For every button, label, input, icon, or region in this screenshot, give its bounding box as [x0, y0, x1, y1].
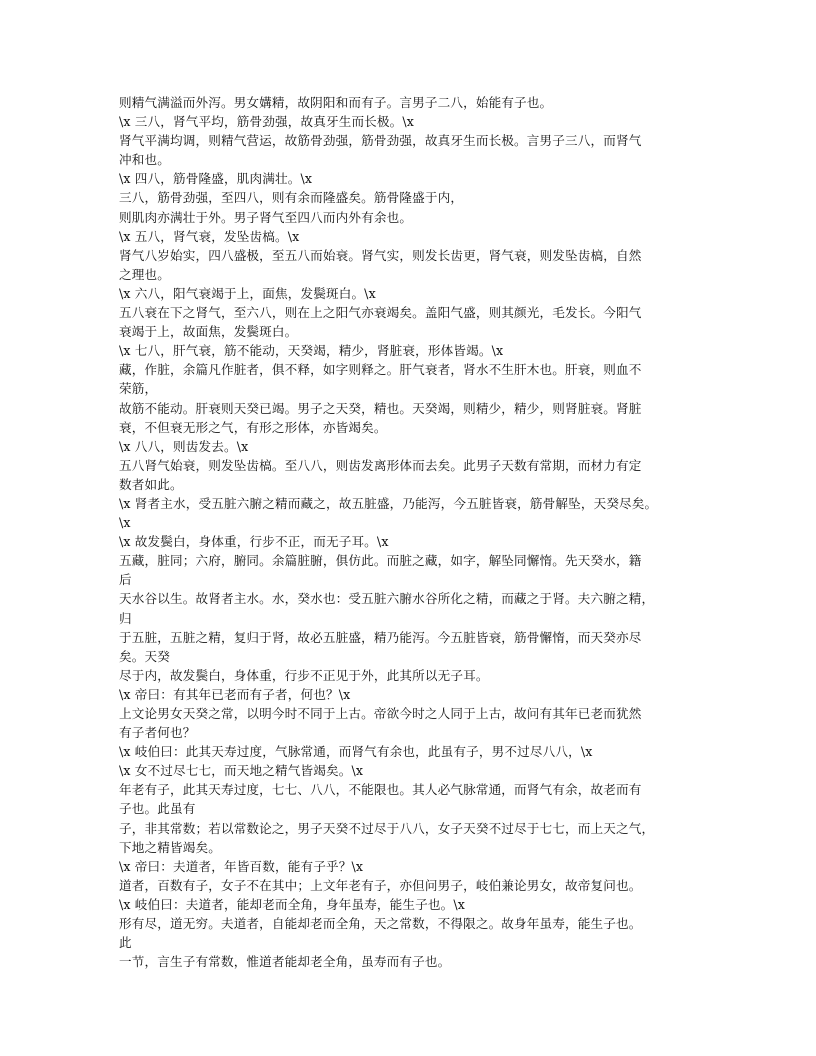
text-line: 五藏，脏同；六府，腑同。余篇脏腑，俱仿此。而脏之藏，如字，解坠同懈惰。先天癸水，籍 — [119, 553, 642, 569]
text-line: 有子者何也？ — [119, 725, 196, 741]
text-line: 藏，作脏，余篇凡作脏者，俱不释，如字则释之。肝气衰者，肾水不生肝木也。肝衰，则血不 — [119, 362, 642, 378]
text-line: \x 肾者主水，受五脏六腑之精而藏之，故五脏盛，乃能泻，今五脏皆衰，筋骨解坠，天癸尽矣。 — [119, 495, 658, 511]
text-line: 矣。天癸 — [119, 648, 170, 664]
text-line: 五八衰在下之肾气，至六八，则在上之阳气亦衰竭矣。盖阳气盛，则其颜光，毛发长。今阳气 — [119, 305, 642, 321]
text-line: 衰，不但衰无形之气，有形之形体，亦皆竭矣。 — [119, 419, 387, 435]
text-line: 冲和也。 — [119, 152, 170, 168]
text-line: \x 八八，则齿发去。\x — [119, 438, 249, 454]
text-line: 子也。此虽有 — [119, 801, 196, 817]
text-line: 五八肾气始衰，则发坠齿槁。至八八，则齿发离形体而去矣。此男子天数有常期，而材力有定 — [119, 457, 642, 473]
text-line: 之理也。 — [119, 266, 170, 282]
text-line: \x 四八，筋骨隆盛，肌肉满壮。\x — [119, 171, 313, 187]
text-line: 数者如此。 — [119, 476, 183, 492]
text-line: \x 三八，肾气平均，筋骨劲强，故真牙生而长极。\x — [119, 114, 415, 130]
text-line: 归 — [119, 610, 132, 626]
text-line: 一节，言生子有常数，惟道者能却老全角，虽寿而有子也。 — [119, 954, 451, 970]
text-line: 后 — [119, 572, 132, 588]
text-line: \x 六八，阳气衰竭于上，面焦，发鬓斑白。\x — [119, 285, 376, 301]
text-line: \x 岐伯曰：此其天寿过度，气脉常通，而肾气有余也，此虽有子，男不过尽八八，\x — [119, 744, 593, 760]
text-line: \x 岐伯曰：夫道者，能却老而全角，身年虽寿，能生子也。\x — [119, 896, 466, 912]
text-line: \x 女不过尽七七，而天地之精气皆竭矣。\x — [119, 763, 364, 779]
text-line: 子，非其常数；若以常数论之，男子天癸不过尽于八八，女子天癸不过尽于七七，而上天之气， — [119, 820, 655, 836]
text-line: \x 帝曰：夫道者，年皆百数，能有子乎？\x — [119, 858, 364, 874]
text-line: 天水谷以生。故肾者主水。水，癸水也：受五脏六腑水谷所化之精，而藏之于肾。夫六腑之精， — [119, 591, 655, 607]
text-line: 于五脏，五脏之精，复归于肾，故必五脏盛，精乃能泻。今五脏皆衰，筋骨懈惰，而天癸亦尽 — [119, 629, 642, 645]
text-line: 此 — [119, 935, 132, 951]
text-line: 形有尽，道无穷。夫道者，自能却老而全角，天之常数，不得限之。故身年虽寿，能生子也。 — [119, 916, 642, 932]
text-line: \x 故发鬓白，身体重，行步不正，而无子耳。\x — [119, 534, 389, 550]
text-line: 尽于内，故发鬓白，身体重，行步不正见于外，此其所以无子耳。 — [119, 667, 489, 683]
document-page — [119, 93, 699, 971]
text-line: \x 帝曰：有其年已老而有子者，何也？\x — [119, 686, 351, 702]
text-line: 道者，百数有子，女子不在其中；上文年老有子，亦但问男子，岐伯兼论男女，故帝复问也。 — [119, 877, 642, 893]
text-line: 上文论男女天癸之常，以明今时不同于上古。帝欲今时之人同于上古，故问有其年已老而犹然 — [119, 706, 642, 721]
text-line: 年老有子，此其天寿过度，七七、八八，不能限也。其人必气脉常通，而肾气有余，故老而有 — [119, 782, 642, 798]
text-line: \x — [119, 515, 131, 531]
text-line: 荣筋， — [119, 381, 158, 397]
text-line: 则肌肉亦满壮于外。男子肾气至四八而内外有余也。 — [119, 209, 413, 225]
text-line: \x 五八，肾气衰，发坠齿槁。\x — [119, 228, 300, 244]
text-line: 三八，筋骨劲强，至四八，则有余而隆盛矣。筋骨隆盛于内， — [119, 190, 464, 206]
text-line: 衰竭于上，故面焦，发鬓斑白。 — [119, 324, 298, 340]
text-line: 下地之精皆竭矣。 — [119, 839, 221, 855]
text-line: 肾气八岁始实，四八盛极，至五八而始衰。肾气实，则发长齿更，肾气衰，则发坠齿槁，自然 — [119, 247, 642, 263]
text-line: 肾气平满均调，则精气营运，故筋骨劲强，筋骨劲强，故真牙生而长极。言男子三八，而肾气 — [119, 133, 642, 149]
text-line: 故筋不能动。肝衰则天癸已竭。男子之天癸，精也。天癸竭，则精少，精少，则肾脏衰。肾脏 — [119, 400, 642, 416]
text-line: 则精气满溢而外泻。男女媾精，故阴阳和而有子。言男子二八，始能有子也。 — [119, 95, 553, 110]
text-line: \x 七八，肝气衰，筋不能动，天癸竭，精少，肾脏衰，形体皆竭。\x — [119, 343, 504, 359]
